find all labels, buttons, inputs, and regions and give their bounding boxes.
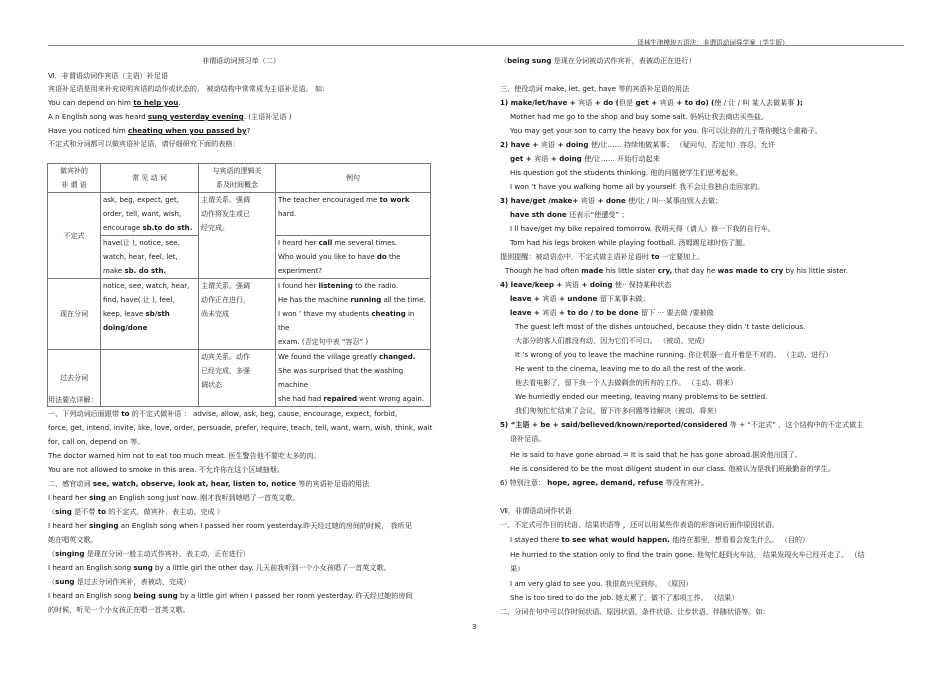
cell-line: 非 谓 语: [61, 181, 87, 189]
text: 的不定式，做宾补，表主动、完成 ）: [105, 507, 224, 516]
relation-cell: [199, 193, 276, 279]
bold-text: to see what would happen.: [561, 535, 670, 544]
text-line: 大部分的客人们都没有动，因为它们不可口。 （被动、完成）: [515, 336, 709, 345]
text: 使/让…… 持续地做某事； （疑问句、否定句）容忍，允许: [590, 140, 776, 149]
text: I heard her: [48, 521, 90, 530]
header-cell-verbs: 常 见 动 词: [101, 164, 199, 193]
bold-text: + done: [594, 196, 629, 205]
text-line: [500, 252, 704, 261]
text: 使·· 保持某种状态: [614, 280, 672, 289]
text: 宾语: [534, 154, 549, 163]
underlined-phrase: cheating when you passed by: [128, 126, 247, 135]
usage-line: [48, 563, 391, 572]
text: 宾语: [659, 98, 674, 107]
bold-text: running: [350, 296, 382, 304]
usage-line: The doctor warned him not to eat too much meat. 医生警告他不要吃太多的肉。: [48, 451, 321, 460]
cell-line: 已经完成，多强: [201, 367, 250, 375]
text: that day he: [672, 266, 718, 275]
text: me several times.: [332, 239, 398, 247]
table-row: [48, 193, 431, 236]
bold-text: 3) have/get /make+: [500, 196, 581, 205]
table-header-row: [48, 164, 431, 193]
text-line: I won ’t have you walking home all by yourself. 我不会让你独自走回家的。: [510, 182, 765, 191]
text-line: 二、分词在句中可以作时间状语、原因状语、条件状语、让步状语、伴随状语等。如：: [500, 607, 770, 616]
relation-cell: [199, 350, 276, 407]
verbs-cell: [101, 236, 199, 279]
text-line: [500, 56, 696, 65]
table-row: [48, 279, 431, 350]
bold-text: + to do) (: [673, 98, 715, 107]
section-title: Ⅶ．非谓语动词作状语: [500, 506, 572, 515]
example-cell: [276, 193, 431, 236]
cell-line: 动作将发生或已: [201, 210, 250, 218]
complement-table: [47, 163, 431, 407]
example-line-3: [48, 126, 250, 135]
text-line: He is said to have gone abroad.= It is said that he has gone abroad.据说他出国了。: [510, 450, 802, 459]
text: 他待在那里，想看看会发生什么。 （目的）: [669, 535, 810, 544]
example-cell: [276, 350, 431, 407]
usage-line: You are not allowed to smoke in this area. 不允许你在这个区域抽烟。: [48, 465, 284, 474]
bold-text: to: [651, 252, 660, 261]
usage-line: [48, 577, 190, 586]
bold-text: listening: [318, 282, 353, 290]
cell-line: watch, hear, feel, let,: [103, 253, 178, 261]
text-line: We hurriedly ended our meeting, leaving many problems to be settled.: [515, 392, 768, 401]
text: I heard an English song: [48, 563, 134, 572]
usage-line: [48, 409, 397, 418]
usage-line: force, get, intend, invite, like, love, order, persuade, prefer, require, teach, tell, want, warn, wish, think, wait: [48, 423, 433, 432]
usage-line: [48, 591, 412, 600]
bold-text: 5) “主语: [500, 420, 532, 429]
verbs-cell: [101, 279, 199, 350]
text-line: He hurried to the station only to find the train gone. 他匆忙赶到火车站， 结果发现火车已经开走了。 （结: [510, 550, 865, 559]
usage-line: 她在唱英文歌。: [48, 535, 98, 544]
text: （: [48, 549, 56, 558]
bold-text: + undone: [556, 294, 600, 303]
cell-line: [278, 307, 428, 335]
bold-text: repaired: [323, 395, 357, 403]
text: 一、不定式可作目的状语、结果状语等: [500, 520, 623, 529]
text: She is too tired to do the job.: [510, 593, 616, 602]
cell-line: 动宾关系。动作: [201, 353, 250, 361]
text-line: 语补足语。: [510, 434, 546, 443]
bold-text: ，: [622, 520, 630, 529]
text: by a little girl the other day. 几天前我听到一个小女孩唱了一首英文歌。: [152, 563, 391, 572]
text-line: [510, 535, 809, 544]
text: ?: [246, 126, 251, 135]
text-line: [510, 294, 649, 303]
cell-line: 系及时间概念: [216, 181, 258, 189]
text-line: [510, 593, 738, 602]
text: 6) 特别注意：: [500, 478, 548, 487]
bold-text: do: [376, 253, 387, 261]
row-label-infinitive: 不定式: [48, 193, 101, 279]
text: He has the machine: [278, 296, 351, 304]
usage-line: [48, 549, 250, 558]
cell-line: 经完成。: [201, 224, 229, 232]
text: （: [48, 577, 56, 586]
underlined-phrase: sung yesterday evening: [147, 112, 244, 121]
bold-text: see, watch, observe, look at, hear, listen to, notice: [92, 479, 297, 488]
sheet-title: 非谓语动词预习单（二）: [202, 56, 281, 65]
text: Who would you like to have: [278, 253, 377, 261]
text: keep, leave: [103, 310, 146, 318]
header-rule: [48, 45, 904, 46]
row-label-past-participle: 过去分词: [48, 350, 101, 407]
bold-text: sung: [133, 563, 153, 572]
bold-text: cheating: [371, 310, 406, 318]
text: 但是: [618, 98, 634, 107]
bold-text: );: [794, 98, 803, 107]
table-row: [48, 350, 431, 407]
usage-line: [48, 479, 369, 488]
text: （: [500, 56, 508, 65]
text-line: [500, 98, 803, 107]
text-line: Tom had his legs broken while playing football. 汤姆踢足球时伤了腿。: [510, 238, 750, 247]
section-6-title: Ⅵ．非谓语动词作宾语（主语）补足语: [48, 71, 169, 80]
usage-title: 用法要点详解：: [48, 395, 98, 404]
text: 是过去分词作宾补，表被动，完成）: [74, 577, 191, 586]
text: 使/让…… 开始行动起来: [584, 154, 660, 163]
text: 留下某事未做；: [599, 294, 650, 303]
header-cell-example: 例句: [276, 164, 431, 193]
text-line: He went to the cinema, leaving me to do all the rest of the work.: [515, 364, 746, 373]
text: make: [103, 267, 125, 275]
text-line: 果）: [510, 564, 525, 573]
section-title: 三、使役动词 make, let, get, have 等的宾语补足语的用法: [500, 84, 690, 93]
text-line: You may get your son to carry the heavy box for you. 你可以让你的儿子帮你搬这个重箱子。: [510, 126, 822, 135]
usage-line: [48, 507, 224, 516]
text: I heard her: [278, 239, 319, 247]
text: 宾语: [578, 98, 593, 107]
usage-line: [48, 493, 299, 502]
relation-cell: [199, 279, 276, 350]
text-line: I am very glad to see you. 我很高兴见到你。 （原因）: [510, 579, 693, 588]
text: I stayed there: [510, 535, 562, 544]
text: .: [178, 98, 181, 107]
text: 是现在分词被动式作宾补，表被动正在进行）: [551, 56, 696, 65]
text: 一定要加上。: [659, 252, 705, 261]
text-line: His question got the students thinking. 他的问题使学生们思考起来。: [510, 168, 743, 177]
bold-text: sb. do sth.: [124, 267, 167, 275]
text: Though he had often: [505, 266, 582, 275]
cell-line: [278, 350, 428, 364]
cell-line: [278, 193, 428, 221]
page-number: 3: [472, 623, 477, 631]
header-cell-form: [48, 164, 101, 193]
bold-text: sung: [55, 577, 75, 586]
bold-text: 1) make/let/have +: [500, 98, 579, 107]
text: 还可以用某些作表语的形容词后面作原因状语。: [629, 520, 779, 529]
header-cell-relation: [199, 164, 276, 193]
bold-text: + to do / to be done: [556, 308, 642, 317]
bold-text: to: [121, 409, 130, 418]
text: an English song when I passed her room yesterday.昨天经过她的房间的时候， 我听见: [118, 521, 412, 530]
cell-line: She was surprised that the washing machine: [278, 367, 404, 389]
row-label-present-participle: 现在分词: [48, 279, 101, 350]
text: （: [48, 507, 56, 516]
text-line: [500, 140, 775, 149]
text: 她太累了，做不了那项工作。 （结果）: [615, 593, 739, 602]
bold-text: to: [97, 507, 106, 516]
text: 宾语: [580, 196, 595, 205]
text: 宾语: [542, 294, 557, 303]
bold-text: get +: [510, 154, 535, 163]
text: the: [386, 253, 401, 261]
cell-line: doing/done: [103, 324, 148, 332]
bold-text: sb/sth: [145, 310, 170, 318]
text: Have you noticed him: [48, 126, 129, 135]
example-cell: [276, 279, 431, 350]
text-line: [500, 478, 708, 487]
text: 使 / 让 / 叫 某人去做某事: [714, 98, 795, 107]
text: I won ’ thave my students: [278, 310, 372, 318]
text: 等 + “不定式” ，这个结构中的不定式做主: [727, 420, 864, 429]
underlined-phrase: to help you: [133, 98, 179, 107]
text-line: [500, 520, 779, 529]
cell-line: experiment?: [278, 267, 322, 275]
section-6-intro: 宾语补足语是用来补充说明宾语的动作或状态的， 被动结构中常常成为主语补足语。 如:: [48, 84, 325, 93]
usage-line: for, call on, depend on 等。: [48, 437, 145, 446]
cell-line: [278, 250, 428, 264]
text: 等没有宾补。: [663, 478, 709, 487]
text: I heard her: [48, 493, 90, 502]
text: A n English song was heard: [48, 112, 148, 121]
text: 还表示“使遭受” ；: [569, 210, 629, 219]
cell-line: 主谓关系。强调: [201, 196, 250, 204]
bold-text: sb.to do sth.: [142, 224, 193, 232]
text-line: The guest left most of the dishes untouched, because they didn ’t taste delicious.: [515, 322, 806, 331]
text: by a little girl when I passed her room yesterday. 昨天经过她的房间: [177, 591, 413, 600]
text: 宾语: [564, 280, 580, 289]
text: 等的宾语补足语的用法: [296, 479, 370, 488]
text-line: 我们匆匆忙忙结束了会议，留下许多问题等待解决（被动、将来）: [515, 406, 721, 415]
text: all the time.: [381, 296, 426, 304]
example-cell: [276, 236, 431, 279]
text: an English song just now. 刚才我听到她唱了一首英文歌。: [105, 493, 300, 502]
text-line: [510, 154, 660, 163]
cell-line: find, have( 让 ), feel,: [103, 296, 175, 304]
cell-line: [103, 307, 196, 321]
text: 宾语: [542, 308, 557, 317]
bold-text: singing: [89, 521, 119, 530]
text: We found the village greatly: [278, 353, 380, 361]
verbs-cell-empty: [101, 350, 199, 407]
text-line: I ll have/get my bike repaired tomorrow. 我明天得（请人）修一下我的自行车。: [510, 224, 775, 233]
bold-text: + doing: [548, 154, 585, 163]
text: . (主语补足语 ): [243, 112, 292, 121]
text-line: [500, 420, 863, 429]
bold-text: have sth done: [510, 210, 570, 219]
cell-line: [278, 279, 428, 293]
text: The teacher encouraged me: [278, 196, 380, 204]
text-line: [510, 210, 628, 219]
cell-line: notice, see, watch, hear,: [103, 282, 190, 290]
cell-line: [103, 264, 196, 278]
cell-line: 动作正在进行，: [201, 296, 250, 304]
text: I heard an English song: [48, 591, 134, 600]
cell-line: 调状态: [201, 381, 222, 389]
text: 一、下列动词后面跟带: [48, 409, 122, 418]
example-line-1: [48, 98, 181, 107]
text-line: It ’s wrong of you to leave the machine running. 你让机器一直开着是不对的。 （主动、进行）: [515, 350, 833, 359]
usage-line: [48, 521, 412, 530]
bold-text: singing: [55, 549, 85, 558]
cell-line: [278, 236, 428, 250]
text: hard.: [278, 210, 297, 218]
text-line: [500, 280, 671, 289]
text: 是现在分词一般主动式作宾补，表主动，正在进行）: [84, 549, 250, 558]
text: in the: [278, 310, 415, 332]
bold-text: + do (: [592, 98, 619, 107]
example-line-2: [48, 112, 291, 121]
bold-text: changed.: [379, 353, 416, 361]
cell-line: 主谓关系。强调: [201, 282, 250, 290]
text: his little sister: [603, 266, 658, 275]
cell-line: order, tell, want, wish,: [103, 210, 182, 218]
text: encourage: [103, 224, 143, 232]
bold-text: leave +: [510, 308, 543, 317]
text-line: 他去看电影了，留下我一个人去做剩余的所有的工作。 （主动、将来）: [515, 378, 738, 387]
text: 使/让 / 叫···某事由别人去做；: [628, 196, 723, 205]
bold-text: being sung: [133, 591, 178, 600]
bold-text: + doing: [555, 140, 591, 149]
table-intro: 不定式和分词都可以做宾语补足语，请仔细研究下面的表格：: [48, 139, 240, 148]
text-line: [500, 196, 722, 205]
text-line: [510, 308, 714, 317]
cell-line: exam. (否定句中表 “容忍” ): [278, 338, 369, 346]
text: to the radio.: [352, 282, 399, 290]
usage-line: 的时候，听见一个小女孩正在唱一首英文歌。: [48, 605, 190, 614]
text: 二、感官动词: [48, 479, 93, 488]
text-line: [505, 266, 848, 275]
text: she had had: [278, 395, 324, 403]
bold-text: get +: [633, 98, 660, 107]
cell-line: ask, beg, expect, get,: [103, 196, 179, 204]
bold-text: being sung: [507, 56, 552, 65]
bold-text: + doing: [579, 280, 615, 289]
text: 是不带: [71, 507, 98, 516]
bold-text: made: [581, 266, 604, 275]
bold-text: + be + said/believed/known/reported/considered: [531, 420, 728, 429]
text: by his little sister.: [783, 266, 849, 275]
bold-text: leave +: [510, 294, 543, 303]
cell-line: [278, 392, 428, 406]
cell-line: [278, 293, 428, 307]
bold-text: sing: [55, 507, 72, 516]
verbs-cell: [101, 193, 199, 236]
bold-text: was made to cry: [717, 266, 784, 275]
page-header-title: 译林牛津模块五语法：非谓语动词导学案（学生版）: [637, 39, 789, 47]
cell-line: 做宾补的: [60, 167, 88, 175]
text: went wrong again.: [356, 395, 425, 403]
bold-text: sing: [89, 493, 106, 502]
cell-line: 尚未完成: [201, 310, 229, 318]
cell-line: 与宾语的逻辑关: [212, 167, 262, 175]
text-line: Mother had me go to the shop and buy some salt. 妈妈让我去商店买些盐。: [510, 112, 769, 121]
bold-text: 2) have +: [500, 140, 541, 149]
cell-line: [103, 221, 196, 235]
bold-text: hope, agree, demand, refuse: [547, 478, 664, 487]
bold-text: to work: [379, 196, 410, 204]
text: I found her: [278, 282, 319, 290]
text-line: He is considered to be the most diligent student in our class. 他被认为是我们班最勤奋的学生。: [510, 464, 835, 473]
text: 的不定式做补语 ： advise, allow, ask, beg, cause, encourage, expect, forbid,: [129, 409, 398, 418]
text: You can depend on him: [48, 98, 134, 107]
text: 留下 ··· 要去做 /要被做: [641, 308, 714, 317]
text: 宾语: [540, 140, 555, 149]
bold-text: call: [318, 239, 333, 247]
bold-text: 4) leave/keep +: [500, 280, 565, 289]
text: 提别提醒：被动语态中，不定式做主语补足语时: [500, 252, 652, 261]
cell-line: have(让 ), notice, see,: [103, 239, 180, 247]
bold-text: cry,: [657, 266, 673, 275]
